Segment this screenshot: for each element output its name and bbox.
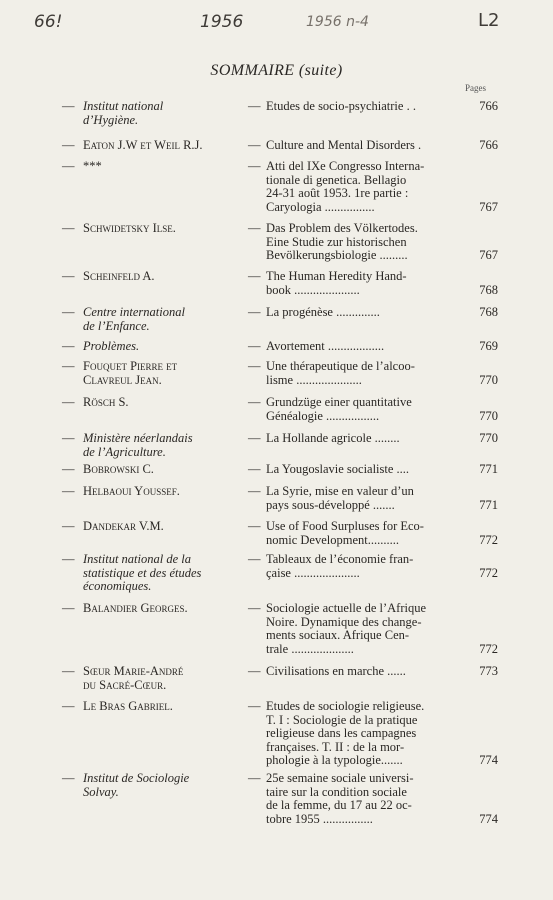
entry-author (62, 340, 247, 354)
dash: — (62, 269, 75, 283)
handwritten-note-right: L2 (478, 10, 500, 31)
dash: — (248, 664, 261, 678)
dash: — (62, 395, 75, 409)
entry-title-text: Grundzüge einer quantitative Généalogie ................. (266, 395, 412, 423)
dash: — (248, 99, 261, 113)
entry-author-text: Sœur Marie-André du Sacré-Cœur. (83, 664, 184, 692)
entry-author-text: Institut national d’Hygiène. (83, 99, 164, 127)
entry-author-text: Schwidetsky Ilse. (83, 221, 176, 235)
entry-page-number: 772 (479, 532, 498, 547)
dash: — (248, 771, 261, 785)
pages-column-label: Pages (465, 83, 486, 93)
dash: — (248, 305, 261, 319)
entry-author-text: Institut national de la statistique et des études économiques. (83, 552, 202, 593)
entry-title-text: Use of Food Surpluses for Eco- nomic Development.......... (266, 519, 424, 547)
entry-title-text: 25e semaine sociale universi- taire sur la condition sociale de la femme, du 17 au 22 oc- tobre 1955 ................ (266, 771, 414, 826)
dash: — (248, 552, 261, 566)
entry-author (62, 520, 247, 534)
dash: — (248, 431, 261, 445)
entry-author-text: Le Bras Gabriel. (83, 699, 173, 713)
entry-title (248, 340, 498, 354)
entry-title (248, 463, 498, 477)
entry-author (62, 396, 247, 410)
dash: — (62, 484, 75, 498)
entry-author (62, 665, 247, 692)
dash: — (62, 552, 75, 566)
entry-author (62, 139, 247, 153)
entry-author-text: Bobrowski C. (83, 462, 154, 476)
dash: — (248, 359, 261, 373)
dash: — (62, 99, 75, 113)
entry-title-text: Etudes de sociologie religieuse. T. I : Sociologie de la pratique religieuse dans les campagnes françaises. T. II : de la mor- phologie à la typologie....... (266, 699, 425, 767)
entry-author-text: *** (83, 159, 102, 173)
dash: — (248, 395, 261, 409)
entry-author (62, 160, 247, 174)
entry-title-text: The Human Heredity Hand- book ..................... (266, 269, 407, 297)
entry-author (62, 485, 247, 499)
entry-author-text: Scheinfeld A. (83, 269, 155, 283)
entry-author (62, 360, 247, 387)
dash: — (248, 221, 261, 235)
entry-title (248, 222, 498, 263)
entry-page-number: 772 (479, 565, 498, 580)
entry-author-text: Fouquet Pierre et Clavreul Jean. (83, 359, 178, 387)
entry-author-text: Ministère néerlandais de l’Agriculture. (83, 431, 193, 459)
entry-title-text: La progénèse .............. (266, 305, 380, 319)
entry-author-text: Rösch S. (83, 395, 129, 409)
entry-title-text: Atti del IXe Congresso Interna- tionale di genetica. Bellagio 24-31 août 1953. 1re partie : Caryologia ................ (266, 159, 425, 214)
entry-title (248, 665, 498, 679)
entry-title (248, 520, 498, 547)
entry-author (62, 700, 247, 714)
entry-page-number: 774 (479, 753, 498, 767)
page-title: SOMMAIRE (suite) (210, 62, 343, 79)
entry-title-text: Tableaux de l’économie fran- çaise ..................... (266, 552, 414, 580)
entry-author (62, 222, 247, 236)
entry-author-text: Helbaoui Youssef. (83, 484, 180, 498)
dash: — (248, 519, 261, 533)
entry-author (62, 432, 247, 459)
dash: — (248, 484, 261, 498)
entry-author-text: Centre international de l’Enfance. (83, 305, 185, 333)
dash: — (62, 339, 75, 353)
entry-page-number: 770 (479, 431, 498, 445)
dash: — (62, 221, 75, 235)
dash: — (248, 269, 261, 283)
dash: — (248, 462, 261, 476)
entry-title (248, 396, 498, 423)
handwritten-note-left: 66! (34, 12, 63, 32)
dash: — (62, 138, 75, 152)
entry-title-text: Civilisations en marche ...... (266, 664, 406, 678)
entry-title-text: Das Problem des Völkertodes. Eine Studie zur historischen Bevölkerungsbiologie ......... (266, 221, 418, 262)
entry-page-number: 772 (479, 641, 498, 656)
entry-title (248, 485, 498, 512)
entry-author (62, 602, 247, 616)
entry-title-text: Etudes de socio-psychiatrie . . (266, 99, 416, 113)
entry-author (62, 772, 247, 799)
dash: — (62, 664, 75, 678)
entry-page-number: 768 (479, 305, 498, 319)
dash: — (248, 601, 261, 615)
dash: — (62, 431, 75, 445)
entry-page-number: 771 (479, 497, 498, 512)
entry-author (62, 553, 247, 594)
entry-title-text: Sociologie actuelle de l’Afrique Noire. Dynamique des change- ments sociaux. Afrique Cen- trale .................... (266, 601, 427, 656)
dash: — (62, 699, 75, 713)
entry-title-text: La Yougoslavie socialiste .... (266, 462, 410, 476)
entry-page-number: 773 (479, 664, 498, 678)
entry-page-number: 769 (479, 339, 498, 353)
dash: — (62, 159, 75, 173)
dash: — (248, 159, 261, 173)
entry-page-number: 774 (479, 811, 498, 826)
entry-title (248, 160, 498, 214)
dash: — (62, 462, 75, 476)
entry-author-text: Balandier Georges. (83, 601, 188, 615)
dash: — (62, 359, 75, 373)
entry-author-text: Problèmes. (83, 339, 140, 353)
dash: — (62, 771, 75, 785)
entry-page-number: 767 (479, 248, 498, 262)
entry-title (248, 270, 498, 297)
entry-title (248, 553, 498, 580)
entry-author-text: Eaton J.W et Weil R.J. (83, 138, 203, 152)
entry-title (248, 602, 498, 656)
handwritten-year: 1956 (200, 12, 244, 32)
entry-author-text: Dandekar V.M. (83, 519, 164, 533)
entry-title (248, 432, 498, 446)
entry-page-number: 770 (479, 372, 498, 387)
entry-author (62, 270, 247, 284)
entry-title-text: La Syrie, mise en valeur d’un pays sous-développé ....... (266, 484, 414, 512)
entry-author (62, 100, 247, 127)
dash: — (62, 305, 75, 319)
entry-page-number: 771 (479, 462, 498, 476)
entry-title-text: Culture and Mental Disorders . (266, 138, 422, 152)
dash: — (248, 339, 261, 353)
entry-page-number: 766 (479, 138, 498, 152)
entry-title (248, 139, 498, 153)
entry-title-text: Une thérapeutique de l’alcoo- lisme ..................... (266, 359, 415, 387)
entry-page-number: 766 (479, 99, 498, 113)
entry-author-text: Institut de Sociologie Solvay. (83, 771, 190, 799)
entry-page-number: 767 (479, 199, 498, 214)
entry-author (62, 306, 247, 333)
entry-page-number: 768 (479, 282, 498, 297)
dash: — (248, 699, 261, 713)
dash: — (248, 138, 261, 152)
entry-page-number: 770 (479, 408, 498, 423)
entry-title (248, 100, 498, 114)
entry-title (248, 772, 498, 826)
dash: — (62, 519, 75, 533)
entry-author (62, 463, 247, 477)
entry-title (248, 360, 498, 387)
handwritten-faint-note: 1956 n-4 (306, 14, 369, 30)
entry-title (248, 700, 498, 768)
dash: — (62, 601, 75, 615)
entry-title (248, 306, 498, 320)
entry-title-text: La Hollande agricole ........ (266, 431, 400, 445)
entry-title-text: Avortement .................. (266, 339, 385, 353)
